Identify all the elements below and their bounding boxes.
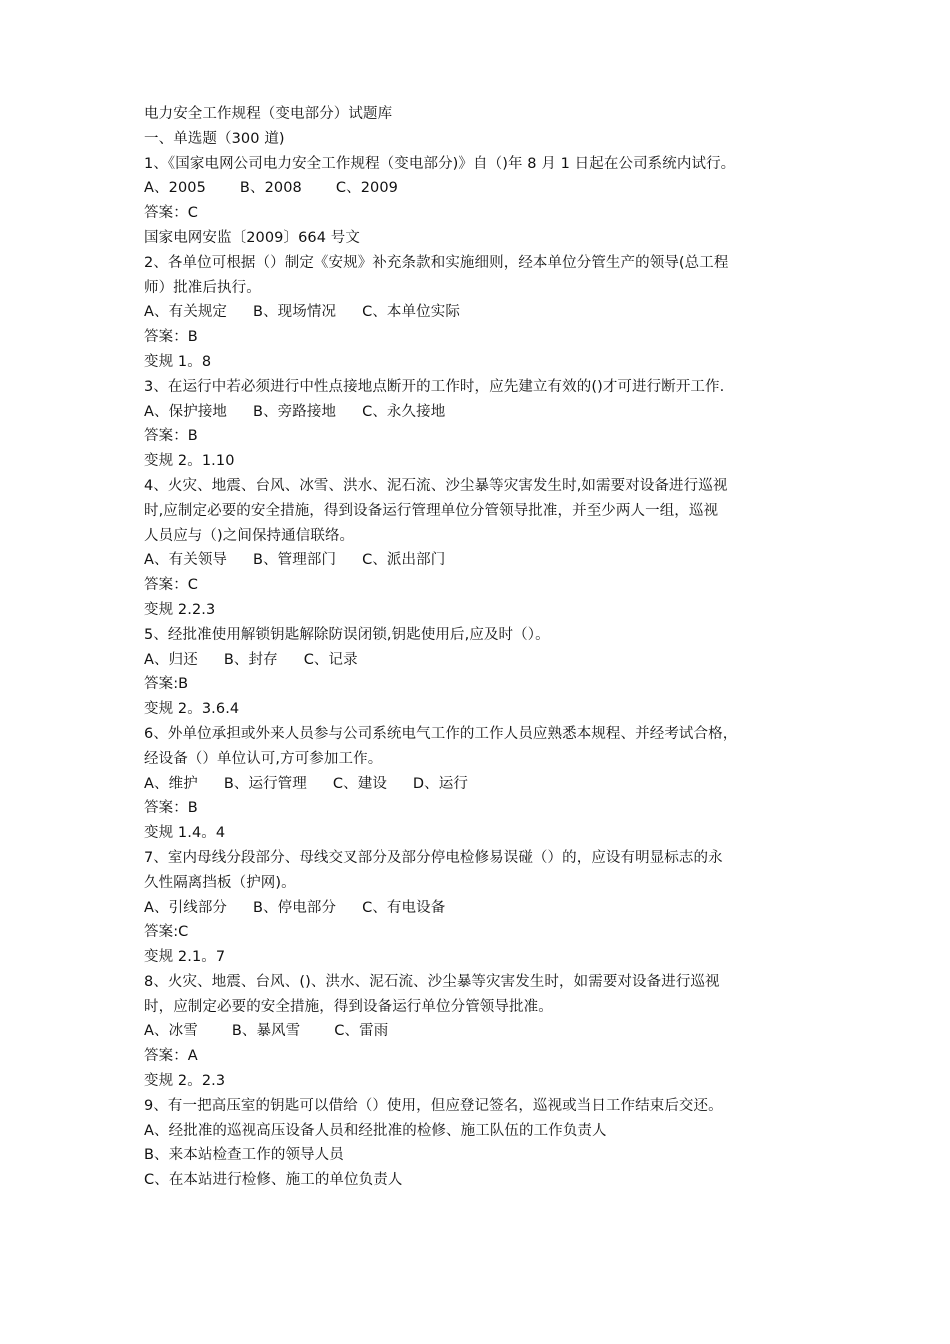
question-stem: 6、外单位承担或外来人员参与公司系统电气工作的工作人员应熟悉本规程、并经考试合格， <box>144 725 738 742</box>
question-stem-continued: 人员应与（)之间保持通信联络。 <box>144 527 355 544</box>
option-a: A、2005 <box>144 180 206 197</box>
option-c: C、雷雨 <box>334 1023 389 1040</box>
question-reference: 变规 1.4。4 <box>144 825 226 842</box>
option-c: C、本单位实际 <box>362 304 460 321</box>
option-c: C、2009 <box>335 180 399 197</box>
question-stem: 3、在运行中若必须进行中性点接地点断开的工作时，应先建立有效的()才可进行断开工作. <box>144 378 725 395</box>
question-6 <box>144 722 812 846</box>
question-stem-continued: 时,应制定必要的安全措施，得到设备运行管理单位分管领导批准，并至少两人一组，巡视 <box>144 502 719 519</box>
question-stem: 7、室内母线分段部分、母线交叉部分及部分停电检修易误碰（）的，应设有明显标志的永 <box>144 849 723 866</box>
option-c: C、记录 <box>303 651 358 668</box>
question-reference: 变规 2。1.10 <box>144 453 235 470</box>
question-stem: 5、经批准使用解锁钥匙解除防误闭锁,钥匙使用后,应及时（）。 <box>144 626 550 643</box>
question-answer: 答案:B <box>144 676 189 693</box>
option-c: C、派出部门 <box>362 552 446 569</box>
question-reference: 变规 2。3.6.4 <box>144 701 240 718</box>
question-stem-continued: 久性隔离挡板（护网)。 <box>144 874 296 891</box>
document-title: 电力安全工作规程（变电部分）试题库 <box>144 106 393 122</box>
option-b: B、现场情况 <box>253 304 337 321</box>
question-options <box>144 1019 812 1044</box>
option-b: B、2008 <box>239 180 302 197</box>
question-7 <box>144 846 812 970</box>
question-stem-continued: 时，应制定必要的安全措施，得到设备运行单位分管领导批准。 <box>144 998 553 1015</box>
question-reference: 变规 2.1。7 <box>144 949 226 966</box>
option-c: C、有电设备 <box>362 899 446 916</box>
question-stem: 1、《国家电网公司电力安全工作规程（变电部分)》自（)年 8 月 1 日起在公司系统内试行。 <box>144 155 736 172</box>
option-c: C、在本站进行检修、施工的单位负责人 <box>144 1172 403 1189</box>
option-a: A、有关领导 <box>144 552 228 569</box>
option-b: B、暴风雪 <box>231 1023 301 1040</box>
question-stem: 9、有一把高压室的钥匙可以借给（）使用，但应登记签名，巡视或当日工作结束后交还。 <box>144 1097 723 1114</box>
section-heading: 一、单选题（300 道) <box>144 130 285 147</box>
option-d: D、运行 <box>412 775 468 792</box>
question-answer: 答案：B <box>144 428 198 445</box>
option-b: B、封存 <box>223 651 278 668</box>
question-reference: 变规 1。8 <box>144 353 212 370</box>
question-options <box>144 176 812 201</box>
question-answer: 答案：A <box>144 1048 198 1065</box>
option-b: B、来本站检查工作的领导人员 <box>144 1147 344 1164</box>
question-answer: 答案：C <box>144 205 199 222</box>
question-options <box>144 772 812 797</box>
option-b: B、旁路接地 <box>253 403 337 420</box>
question-1 <box>144 152 812 251</box>
option-c: C、建设 <box>332 775 387 792</box>
option-a: A、维护 <box>144 775 198 792</box>
question-reference: 变规 2。2.3 <box>144 1073 226 1090</box>
document-body <box>144 102 812 1193</box>
question-stem: 2、各单位可根据（）制定《安规》补充条款和实施细则，经本单位分管生产的领导(总工程 <box>144 254 729 271</box>
question-reference: 变规 2.2.3 <box>144 601 216 618</box>
question-9 <box>144 1094 812 1193</box>
option-a: A、归还 <box>144 651 198 668</box>
question-answer: 答案：C <box>144 577 199 594</box>
question-answer: 答案:C <box>144 924 189 941</box>
question-3 <box>144 375 812 474</box>
question-answer: 答案：B <box>144 329 198 346</box>
option-b: B、停电部分 <box>253 899 337 916</box>
question-4 <box>144 474 812 623</box>
option-a: A、引线部分 <box>144 899 228 916</box>
question-options <box>144 648 812 673</box>
option-b: B、运行管理 <box>223 775 307 792</box>
question-2 <box>144 251 812 375</box>
option-a: A、冰雪 <box>144 1023 198 1040</box>
question-options <box>144 300 812 325</box>
option-c: C、永久接地 <box>362 403 446 420</box>
question-8 <box>144 970 812 1094</box>
option-a: A、经批准的巡视高压设备人员和经批准的检修、施工队伍的工作负责人 <box>144 1122 607 1139</box>
question-stem: 4、火灾、地震、台风、冰雪、洪水、泥石流、沙尘暴等灾害发生时,如需要对设备进行巡视 <box>144 477 728 494</box>
option-b: B、管理部门 <box>253 552 337 569</box>
question-stem-continued: 经设备（）单位认可,方可参加工作。 <box>144 750 383 767</box>
question-5 <box>144 623 812 722</box>
question-reference: 国家电网安监〔2009〕664 号文 <box>144 229 360 246</box>
question-stem-continued: 师）批准后执行。 <box>144 279 261 296</box>
question-options <box>144 896 812 921</box>
question-options <box>144 400 812 425</box>
question-answer: 答案：B <box>144 800 198 817</box>
option-a: A、有关规定 <box>144 304 228 321</box>
option-a: A、保护接地 <box>144 403 228 420</box>
question-stem: 8、火灾、地震、台风、()、洪水、泥石流、沙尘暴等灾害发生时，如需要对设备进行巡视 <box>144 973 720 990</box>
question-options <box>144 548 812 573</box>
